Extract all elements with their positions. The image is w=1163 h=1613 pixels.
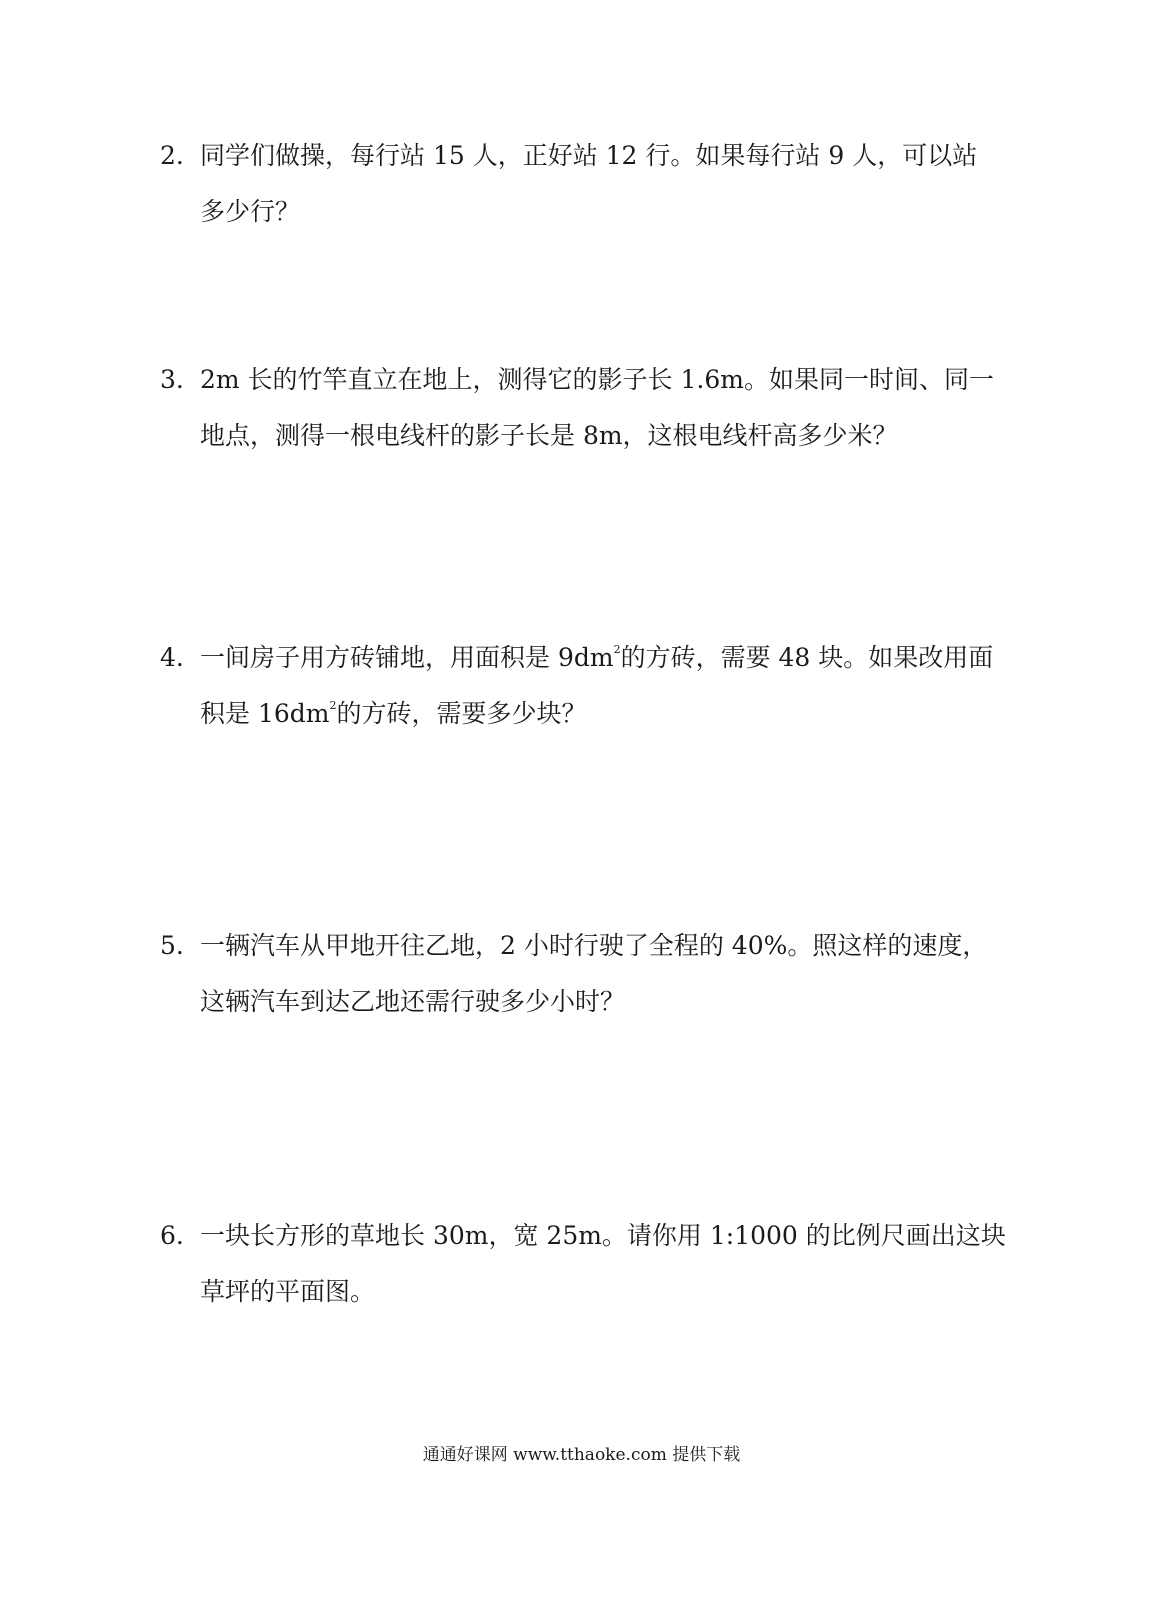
page-footer: 通通好课网 www.tthaoke.com 提供下载 [422,1445,741,1465]
problem-line [160,128,1020,184]
problem-text: 的方砖，需要 48 块。如果改用面 [620,643,994,672]
problem-2 [160,128,1020,240]
problem-number: 3. [160,365,184,394]
problem-number: 4. [160,643,184,672]
problem-text: 这辆汽车到达乙地还需行驶多少小时？ [200,987,626,1016]
problem-line [160,1208,1020,1264]
problem-line [160,352,1020,408]
problem-number: 2. [160,141,184,170]
problem-text: 同学们做操，每行站 15 人，正好站 12 行。如果每行站 9 人，可以站 [200,141,978,170]
problem-line [160,918,1020,974]
problem-4 [160,630,1020,742]
problem-line [160,184,1020,240]
problem-line [160,630,1020,686]
problem-text: 一块长方形的草地长 30m，宽 25m。请你用 1:1000 的比例尺画出这块 [200,1221,1006,1250]
problem-line [160,974,1020,1030]
problem-line [160,686,1020,742]
problem-text: 多少行？ [200,197,301,226]
problem-text: 一辆汽车从甲地开往乙地，2 小时行驶了全程的 40%。照这样的速度， [200,931,988,960]
superscript: 2 [613,643,621,656]
problem-line [160,1264,1020,1320]
problem-5 [160,918,1020,1030]
problem-number: 6. [160,1221,184,1250]
problem-number: 5. [160,931,184,960]
problem-line [160,408,1020,464]
superscript: 2 [329,699,337,712]
problem-6 [160,1208,1020,1320]
problem-text: 2m 长的竹竿直立在地上，测得它的影子长 1.6m。如果同一时间、同一 [200,365,994,394]
problem-3 [160,352,1020,464]
problem-text: 地点，测得一根电线杆的影子长是 8m，这根电线杆高多少米？ [200,421,898,450]
problem-text: 的方砖，需要多少块？ [336,699,587,728]
problem-text: 一间房子用方砖铺地，用面积是 9dm [200,643,614,672]
problem-text: 积是 16dm [200,699,330,728]
problem-text: 草坪的平面图。 [200,1277,376,1306]
